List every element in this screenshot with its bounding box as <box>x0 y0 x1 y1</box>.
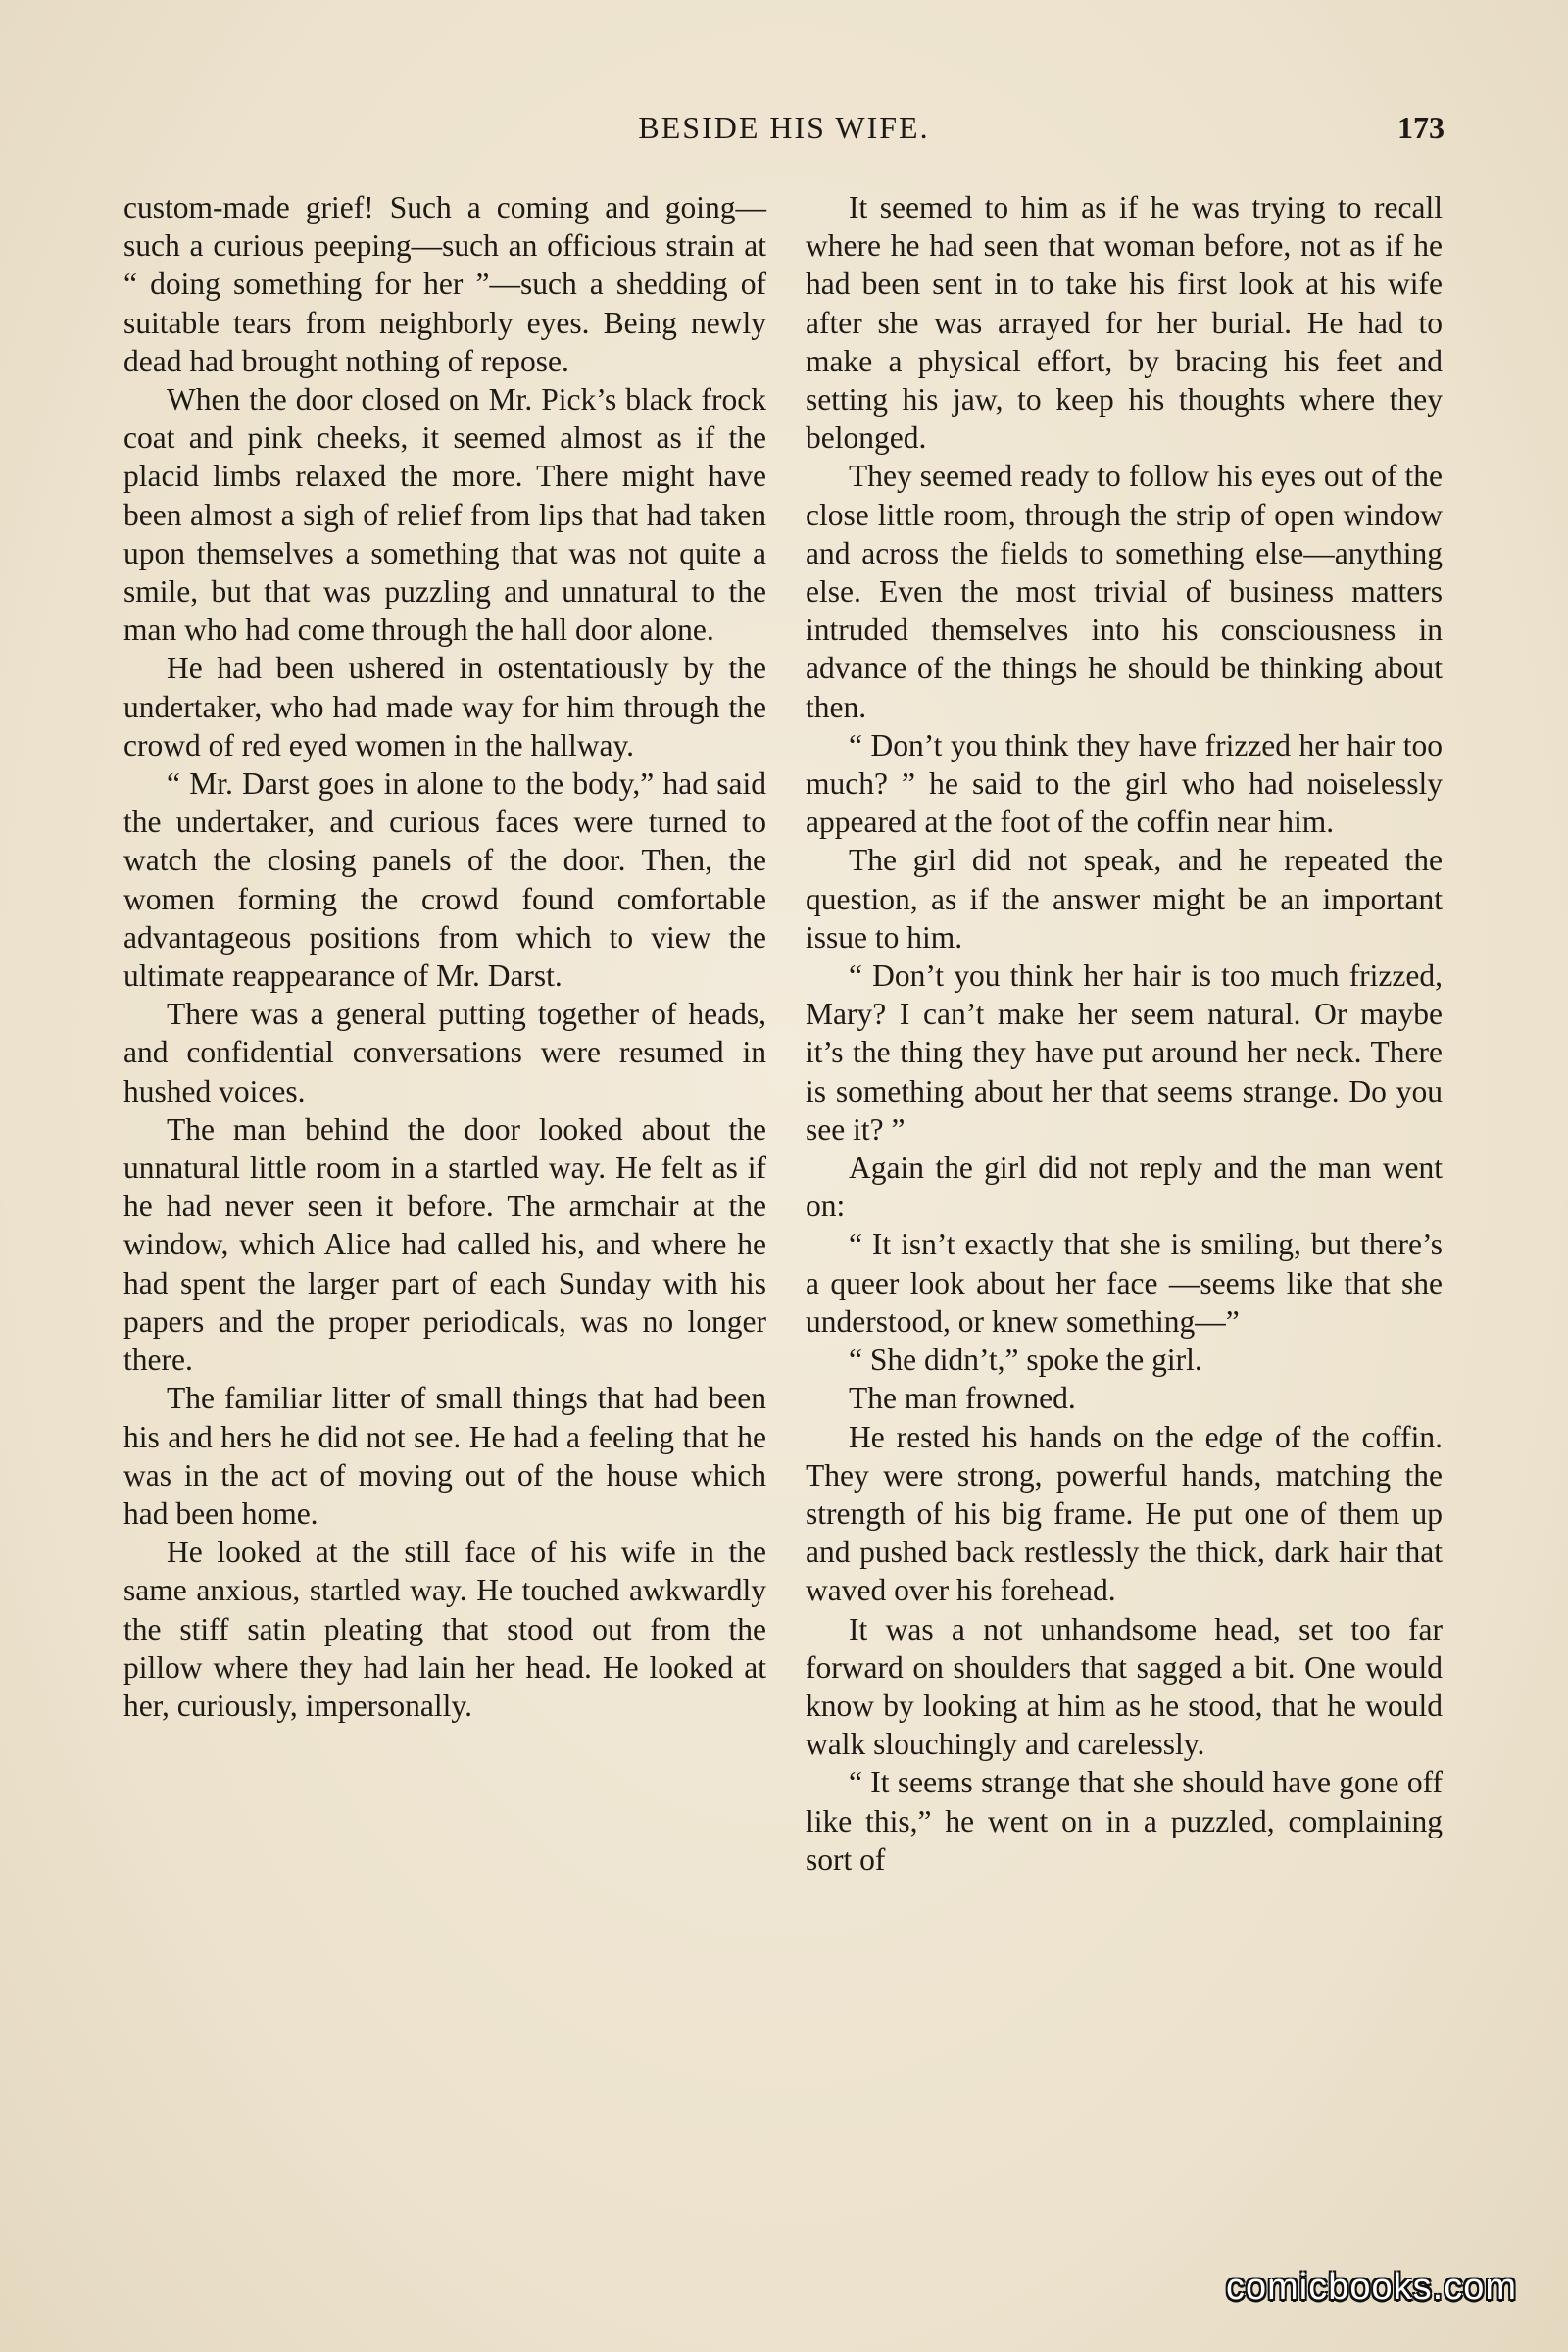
paragraph: He had been ushered in ostentatiously by the undertaker, who had made way for him through the crowd of red eyed women in the hallway. <box>123 651 766 762</box>
paragraph: “ She didn’t,” spoke the girl. <box>849 1343 1202 1378</box>
paragraph: It seemed to him as if he was trying to recall where he had seen that woman before, not as if he had been sent in to take his first look at his wife after she was arrayed for her burial. He had to make a physical effort, by bracing his feet and setting his jaw, to keep his thoughts where they belonged. <box>806 190 1443 456</box>
paragraph: It was a not unhandsome head, set too far forward on shoulders that sagged a bit. One would know by looking at him as he stood, that he would walk slouchingly and carelessly. <box>806 1611 1443 1762</box>
paragraph: The girl did not speak, and he repeated the question, as if the answer might be an important issue to him. <box>806 843 1443 955</box>
right-column <box>806 188 1443 1879</box>
paragraph: “ Mr. Darst goes in alone to the body,” had said the undertaker, and curious faces were turned to watch the closing panels of the door. Then, the women forming the crowd found comfortable advantageous positions from which to view the ultimate reappearance of Mr. Darst. <box>123 766 766 994</box>
running-title: BESIDE HIS WIFE. <box>638 110 930 145</box>
paragraph: “ Don’t you think they have frizzed her hair too much? ” he said to the girl who had noiselessly appeared at the foot of the coffin near him. <box>806 727 1443 840</box>
paragraph: The man frowned. <box>849 1381 1076 1416</box>
paragraph: The man behind the door looked about the unnatural little room in a startled way. He felt as if he had never seen it before. The armchair at the window, which Alice had called his, and where he had spent the larger part of each Sunday with his papers and the proper periodicals, was no longer there. <box>123 1111 766 1378</box>
paragraph: “ Don’t you think her hair is too much frizzed, Mary? I can’t make her seem natural. Or maybe it’s the thing they have put around her neck. There is something about her that seems strange. Do you see it? ” <box>806 958 1443 1147</box>
paragraph: The familiar litter of small things that had been his and hers he did not see. He had a feeling that he was in the act of moving out of the house which had been home. <box>123 1381 766 1531</box>
page-number: 173 <box>1397 110 1445 145</box>
site-watermark: comicbooks.com <box>1226 2267 1517 2308</box>
paragraph: He rested his hands on the edge of the coffin. They were strong, powerful hands, matching the strength of his big frame. He put one of them up and pushed back restlessly the thick, dark hair that waved over his forehead. <box>806 1419 1443 1608</box>
paragraph: There was a general putting together of heads, and confidential conversations were resumed in hushed voices. <box>123 997 766 1108</box>
paragraph: custom-made grief! Such a coming and going—such a curious peeping—such an officious strain at “ doing something for her ”—such a shedding of suitable tears from neighborly eyes. Being newly dead had brought nothing of repose. <box>123 190 766 378</box>
paragraph: “ It isn’t exactly that she is smiling, but there’s a queer look about her face —seems like that she understood, or knew something—” <box>806 1227 1443 1339</box>
paragraph: Again the girl did not reply and the man went on: <box>806 1151 1443 1224</box>
paragraph: He looked at the still face of his wife in the same anxious, startled way. He touched awkwardly the stiff satin pleating that stood out from the pillow where they had lain her head. He looked at her, curiously, impersonally. <box>123 1535 766 1723</box>
paragraph: When the door closed on Mr. Pick’s black frock coat and pink cheeks, it seemed almost as if the placid limbs relaxed the more. There might have been almost a sigh of relief from lips that had taken upon themselves a something that was not quite a smile, but that was puzzling and unnatural to the man who had come through the hall door alone. <box>123 382 766 648</box>
left-column <box>123 188 766 1725</box>
paragraph: They seemed ready to follow his eyes out of the close little room, through the strip of open window and across the fields to something else—anything else. Even the most trivial of business matters intruded themselves into his consciousness in advance of the things he should be thinking about then. <box>806 459 1443 724</box>
running-header <box>123 106 1445 153</box>
paragraph: “ It seems strange that she should have gone off like this,” he went on in a puzzled, complaining sort of <box>806 1765 1443 1877</box>
